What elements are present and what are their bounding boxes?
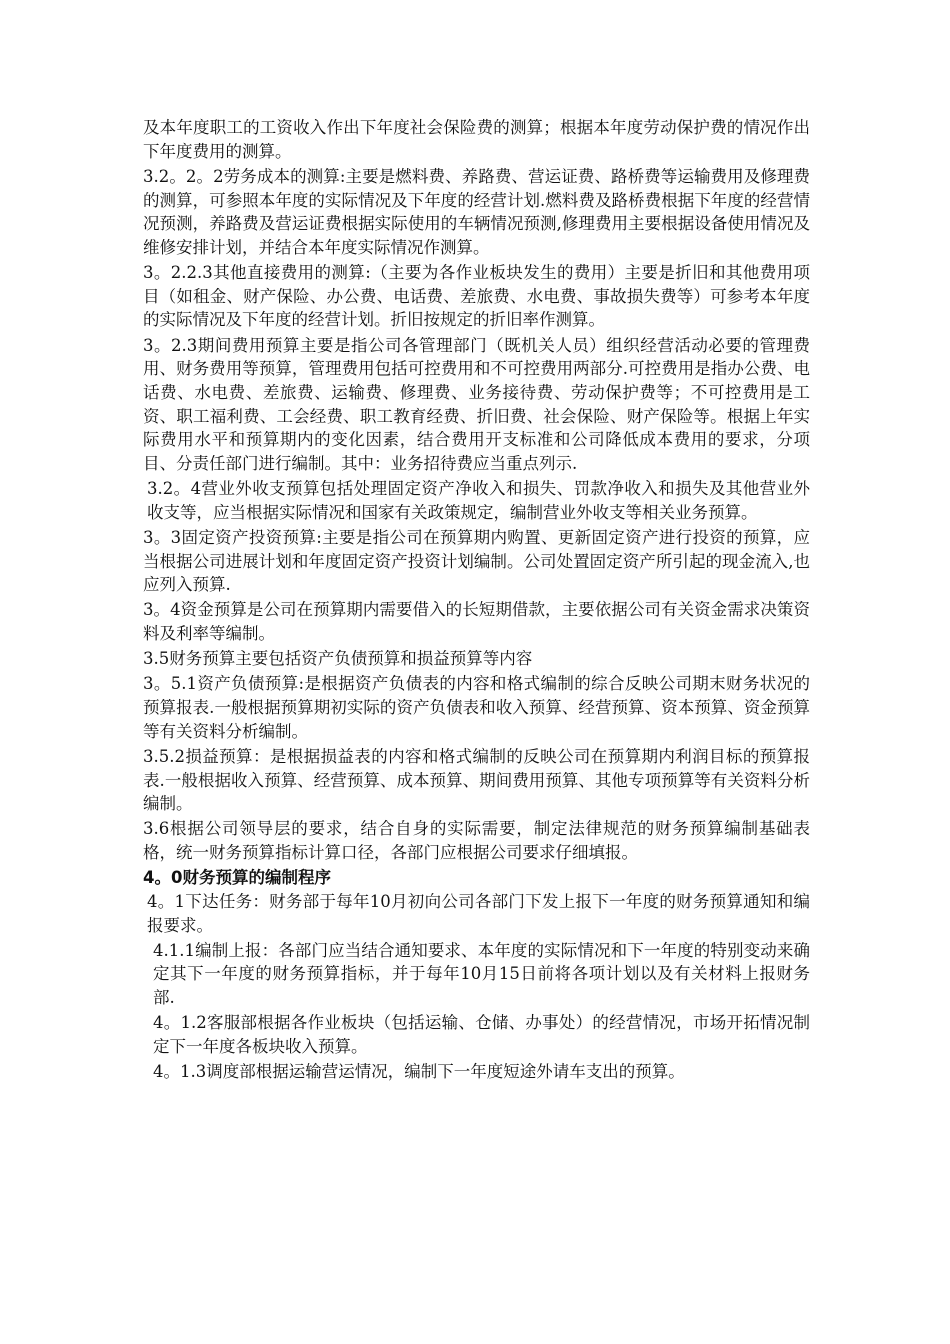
paragraph: 及本年度职工的工资收入作出下年度社会保险费的测算；根据本年度劳动保护费的情况作出下年度费用的测算。 [143,118,810,161]
paragraph: 3.2。2。2劳务成本的测算:主要是燃料费、养路费、营运证费、路桥费等运输费用及修理费的测算，可参照本年度的实际情况及下年度的经营计划.燃料费及路桥费根据下年度的经营情况预测，养路费及营运证费根据实际使用的车辆情况预测,修理费用主要根据设备使用情况及维修安排计划，并结合本年度实际情况作测算。 [143,166,810,257]
paragraph: 3.5.2损益预算：是根据损益表的内容和格式编制的反映公司在预算期内利润目标的预算报表.一般根据收入预算、经营预算、成本预算、期间费用预算、其他专项预算等有关资料分析编制。 [143,746,810,814]
paragraph: 4.1.1编制上报：各部门应当结合通知要求、本年度的实际情况和下一年度的特别变动来确定其下一年度的财务预算指标，并于每年10月15日前将各项计划以及有关材料上报财务部. [153,940,810,1007]
paragraph: 3.5财务预算主要包括资产负债预算和损益预算等内容 [143,649,533,669]
section-heading: 4。0财务预算的编制程序 [143,868,331,888]
paragraph: 4。1.3调度部根据运输营运情况，编制下一年度短途外请车支出的预算。 [153,1061,685,1081]
paragraph: 3。4资金预算是公司在预算期内需要借入的长短期借款，主要依据公司有关资金需求决策资料及利率等编制。 [143,600,810,644]
paragraph: 3.6根据公司领导层的要求，结合自身的实际需要，制定法律规范的财务预算编制基础表格，统一财务预算指标计算口径，各部门应根据公司要求仔细填报。 [143,819,810,862]
paragraph: 3。5.1资产负债预算:是根据资产负债表的内容和格式编制的综合反映公司期末财务状况的预算报表.一般根据预算期初实际的资产负债表和收入预算、经营预算、资本预算、资金预算等有关资料分析编制。 [143,674,810,741]
paragraph: 3。3固定资产投资预算:主要是指公司在预算期内购置、更新固定资产进行投资的预算，应当根据公司进展计划和年度固定资产投资计划编制。公司处置固定资产所引起的现金流入,也应列入预算. [143,527,810,595]
paragraph: 4。1.2客服部根据各作业板块（包括运输、仓储、办事处）的经营情况，市场开拓情况制定下一年度各板块收入预算。 [153,1013,810,1056]
paragraph: 4。1下达任务：财务部于每年10月初向公司各部门下发上报下一年度的财务预算通知和编报要求。 [147,891,810,935]
paragraph: 3.2。4营业外收支预算包括处理固定资产净收入和损失、罚款净收入和损失及其他营业外收支等，应当根据实际情况和国家有关政策规定，编制营业外收支等相关业务预算。 [147,479,810,522]
paragraph: 3。2.2.3其他直接费用的测算:（主要为各作业板块发生的费用）主要是折旧和其他费用项目（如租金、财产保险、办公费、电话费、差旅费、水电费、事故损失费等）可参考本年度的实际情况及下年度的经营计划。折旧按规定的折旧率作测算。 [143,263,810,330]
paragraph: 3。2.3期间费用预算主要是指公司各管理部门（既机关人员）组织经营活动必要的管理费用、财务费用等预算，管理费用包括可控费用和不可控费用两部分.可控费用是指办公费、电话费、水电费、差旅费、运输费、修理费、业务接待费、劳动保护费等；不可控费用是工资、职工福利费、工会经费、职工教育经费、折旧费、社会保险、财产保险等。根据上年实际费用水平和预算期内的变化因素，结合费用开支标准和公司降低成本费用的要求，分项目、分责任部门进行编制。其中：业务招待费应当重点列示. [143,335,810,474]
